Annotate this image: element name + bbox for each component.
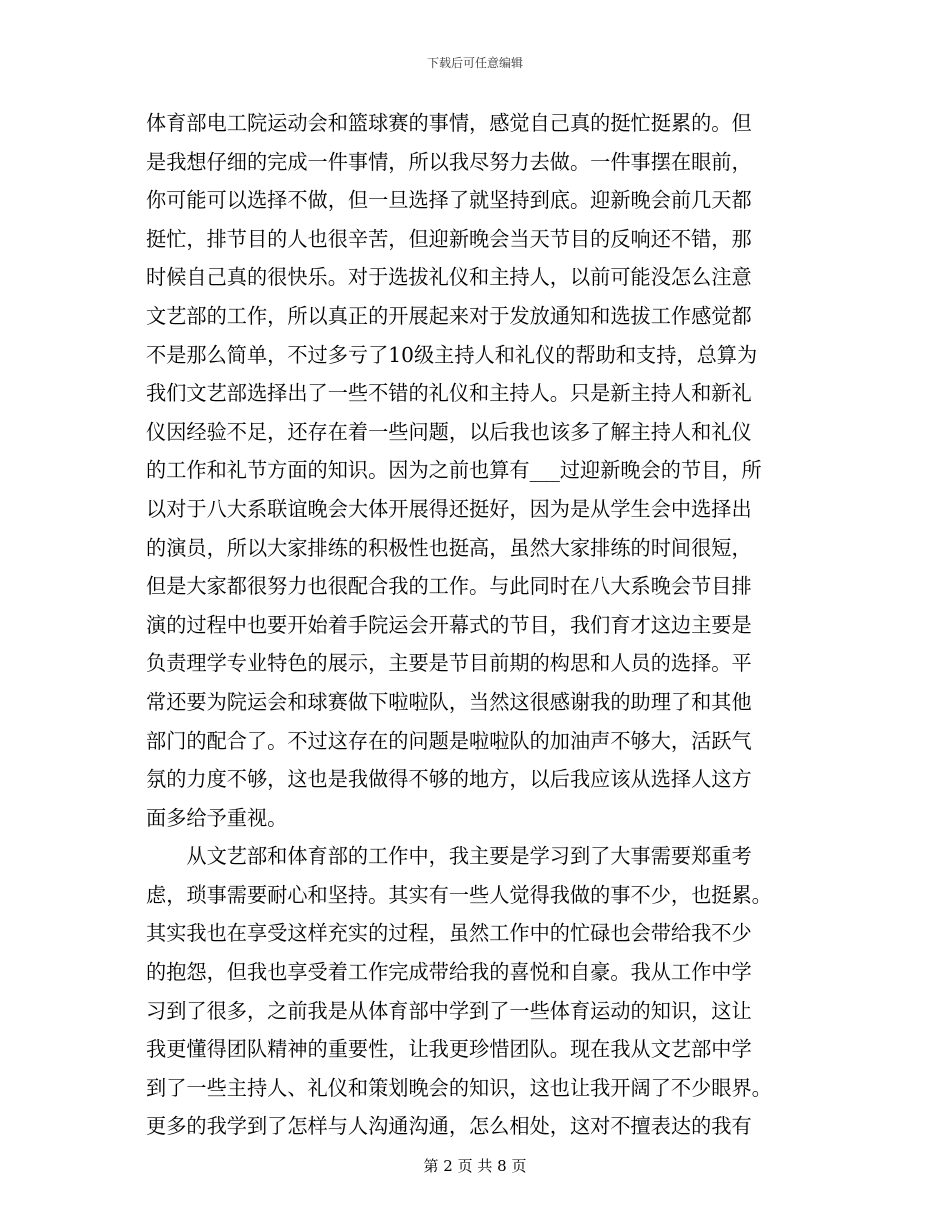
text-line: 演的过程中也要开始着手院运会开幕式的节目，我们育才这边主要是 [146, 612, 752, 637]
text-line: 时候自己真的很快乐。对于选拔礼仪和主持人，以前可能没怎么注意 [146, 265, 752, 290]
text-line: 你可能可以选择不做，但一旦选择了就坚持到底。迎新晚会前几天都 [146, 188, 752, 213]
text-line: 从文艺部和体育部的工作中，我主要是学习到了大事需要郑重考 [146, 844, 752, 869]
text-line: 的工作和礼节方面的知识。因为之前也算有___过迎新晚会的节目，所 [146, 458, 762, 483]
text-line: 挺忙，排节目的人也很辛苦，但迎新晚会当天节目的反响还不错，那 [146, 226, 752, 251]
text-line: 更多的我学到了怎样与人沟通沟通，怎么相处，这对不擅表达的我有 [146, 1114, 752, 1139]
text-line: 是我想仔细的完成一件事情，所以我尽努力去做。一件事摆在眼前， [146, 149, 752, 174]
text-line: 常还要为院运会和球赛做下啦啦队，当然这很感谢我的助理了和其他 [146, 689, 752, 714]
text-line: 的抱怨，但我也享受着工作完成带给我的喜悦和自豪。我从工作中学 [146, 960, 752, 985]
text-line: 氛的力度不够，这也是我做得不够的地方，以后我应该从选择人这方 [146, 767, 752, 792]
page-number: 第 2 页 共 8 页 [423, 1157, 527, 1175]
text-line: 的演员，所以大家排练的积极性也挺高，虽然大家排练的时间很短， [146, 535, 752, 560]
text-line: 以对于八大系联谊晚会大体开展得还挺好，因为是从学生会中选择出 [146, 496, 752, 521]
text-line: 其实我也在享受这样充实的过程，虽然工作中的忙碌也会带给我不少 [146, 921, 752, 946]
text-line: 部门的配合了。不过这存在的问题是啦啦队的加油声不够大，活跃气 [146, 728, 752, 753]
text-line: 但是大家都很努力也很配合我的工作。与此同时在八大系晚会节目排 [146, 574, 752, 599]
text-line: 不是那么简单，不过多亏了10级主持人和礼仪的帮助和支持，总算为 [146, 342, 758, 367]
text-line: 我更懂得团队精神的重要性，让我更珍惜团队。现在我从文艺部中学 [146, 1037, 752, 1062]
text-line: 负责理学专业特色的展示，主要是节目前期的构思和人员的选择。平 [146, 651, 752, 676]
text-line: 体育部电工院运动会和篮球赛的事情，感觉自己真的挺忙挺累的。但 [146, 111, 752, 135]
text-line: 仪因经验不足，还存在着一些问题，以后我也该多了解主持人和礼仪 [146, 419, 752, 444]
page-header-note: 下载后可任意编辑 [426, 56, 523, 70]
text-line: 我们文艺部选择出了一些不错的礼仪和主持人。只是新主持人和新礼 [146, 381, 752, 406]
text-line: 文艺部的工作，所以真正的开展起来对于发放通知和选拔工作感觉都 [146, 303, 752, 328]
text-line: 面多给予重视。 [146, 805, 288, 830]
text-line: 虑，琐事需要耐心和坚持。其实有一些人觉得我做的事不少，也挺累。 [146, 882, 772, 907]
text-line: 到了一些主持人、礼仪和策划晚会的知识，这也让我开阔了不少眼界。 [146, 1075, 772, 1100]
document-body [146, 104, 806, 1146]
text-line: 习到了很多，之前我是从体育部中学到了一些体育运动的知识，这让 [146, 998, 752, 1023]
